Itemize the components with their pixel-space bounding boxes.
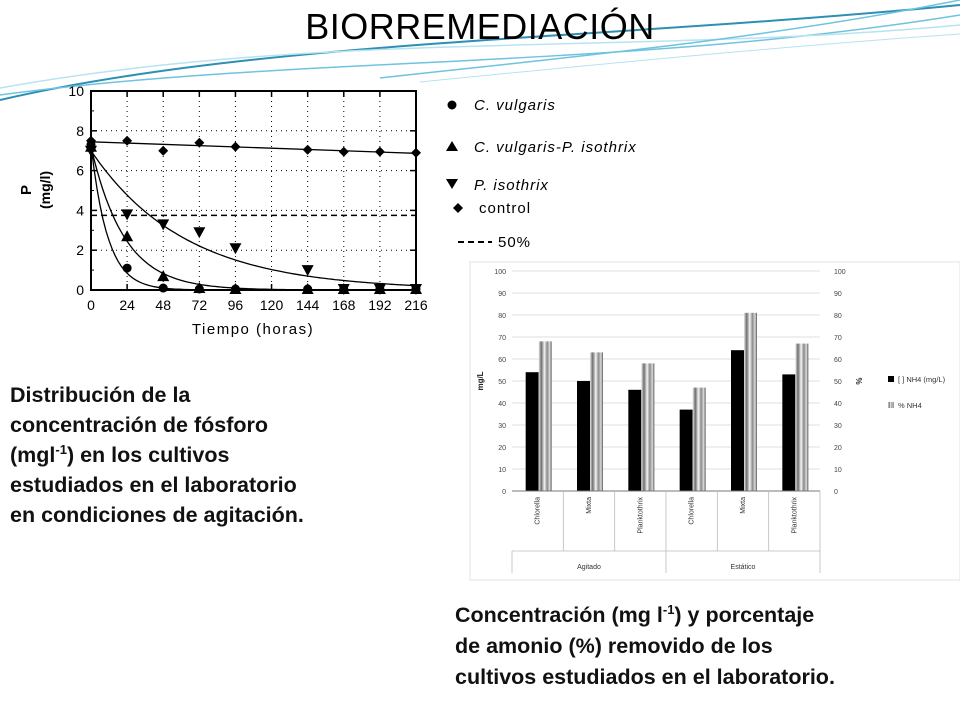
- chart1-ytick-label: 8: [76, 122, 84, 139]
- chart2-ytick-label-left: 10: [498, 467, 506, 474]
- chart2-category-label: Planktothrix: [791, 497, 799, 534]
- chart2-ytick-label-right: 10: [834, 467, 842, 474]
- chart2-ytick-label-left: 30: [498, 423, 506, 430]
- chart1-ytick-label: 10: [68, 83, 84, 99]
- data-point: [158, 146, 168, 156]
- chart1-fit-curve: [91, 142, 416, 154]
- chart2-bar-nh4: [526, 372, 539, 491]
- caption2-line3: cultivos estudiados en el laboratorio.: [455, 665, 835, 689]
- chart1-fit-curve: [91, 145, 416, 290]
- chart2-ytick-label-left: 70: [498, 335, 506, 342]
- chart2-ytick-label-left: 50: [498, 379, 506, 386]
- chart2-bar-pct: [693, 388, 706, 491]
- chart2-ytick-label-right: 70: [834, 335, 842, 342]
- chart2-bar-nh4: [782, 374, 795, 491]
- chart2-bar-pct: [539, 341, 552, 491]
- chart2-bar-pct: [590, 352, 603, 491]
- chart1-ytick-label: 0: [76, 282, 84, 298]
- caption1-line4: estudiados en el laboratorio: [10, 473, 297, 497]
- chart2-ytick-label-right: 80: [834, 313, 842, 320]
- chart1-xtick-label: 144: [295, 297, 320, 313]
- chart1-ytick-label: 4: [76, 202, 84, 219]
- legend-triangle-down-marker: [446, 179, 458, 189]
- chart2-ylabel-left: mg/L: [476, 371, 485, 391]
- chart1-xtick-label: 120: [259, 297, 284, 313]
- chart2-ytick-label-left: 0: [502, 489, 506, 496]
- chart2-category-label: Chlorella: [688, 497, 696, 525]
- caption1-line1: Distribución de la: [10, 383, 191, 407]
- data-point: [339, 147, 349, 157]
- data-point: [375, 147, 385, 157]
- chart2-ytick-label-left: 40: [498, 401, 506, 408]
- data-point: [122, 136, 132, 146]
- chart2-ytick-label-left: 90: [498, 291, 506, 298]
- chart1-xlabel: Tiempo (horas): [191, 321, 315, 338]
- chart2-ytick-label-right: 30: [834, 423, 842, 430]
- chart2-ytick-label-right: 0: [834, 489, 838, 496]
- chart1-ylabel-line2: (mg/l): [37, 170, 53, 210]
- legend-diamond-marker: [453, 203, 463, 213]
- chart1-xtick-label: 0: [87, 297, 95, 313]
- chart1-legend: [446, 97, 637, 251]
- chart1-frame: [91, 91, 416, 290]
- chart2-ytick-label-left: 60: [498, 357, 506, 364]
- chart2-bar-pct: [795, 344, 808, 491]
- chart2-bar-pct: [744, 313, 757, 491]
- legend-circle-marker: [448, 101, 457, 110]
- chart1-fit-curves: [91, 142, 416, 290]
- caption-ammonium: [455, 600, 935, 693]
- chart1-xtick-label: 48: [155, 297, 172, 313]
- chart2-category-label: Planktothrix: [637, 497, 645, 534]
- chart1-xtick-label: 216: [404, 297, 428, 313]
- chart2-group-label: Estático: [730, 564, 756, 571]
- legend-c-vulgaris: C. vulgaris: [474, 97, 556, 114]
- caption-phosphorus: [10, 380, 400, 530]
- legend-fifty: 50%: [498, 234, 532, 251]
- chart2-bar-nh4: [577, 381, 590, 491]
- data-point: [123, 264, 132, 273]
- chart1-xtick-label: 96: [227, 297, 244, 313]
- legend-nh4-swatch: [888, 376, 894, 382]
- caption2-line2: de amonio (%) removido de los: [455, 634, 773, 658]
- caption1-line2: concentración de fósforo: [10, 413, 269, 437]
- chart2-category-label: Mixta: [586, 497, 593, 514]
- chart2-ytick-label-left: 100: [494, 269, 506, 276]
- legend-p-isothrix: P. isothrix: [474, 177, 549, 194]
- legend-pct-swatch: [888, 402, 894, 408]
- chart1-ytick-label: 2: [76, 242, 84, 259]
- chart1-fit-curve: [91, 151, 416, 286]
- chart1-fit-curve: [91, 147, 416, 290]
- chart2-ylabel-right: %: [855, 377, 864, 385]
- chart1-xtick-label: 192: [368, 297, 392, 313]
- chart2-category-label: Mixta: [740, 497, 747, 514]
- chart2-ytick-label-left: 20: [498, 445, 506, 452]
- chart1-xtick-label: 72: [191, 297, 208, 313]
- chart1-ytick-label: 6: [76, 162, 84, 179]
- data-point: [193, 227, 205, 238]
- chart2-bar-nh4: [731, 350, 744, 491]
- chart2-ytick-label-left: 80: [498, 313, 506, 320]
- chart2-ytick-label-right: 40: [834, 401, 842, 408]
- slide-title: BIORREMEDIACIÓN: [305, 6, 655, 47]
- chart2-category-label: Chlorella: [534, 497, 542, 525]
- chart2-bar-pct: [641, 363, 654, 491]
- chart2-ytick-label-right: 50: [834, 379, 842, 386]
- data-point: [302, 265, 314, 276]
- legend-control: control: [479, 200, 532, 217]
- chart1-xtick-label: 168: [332, 297, 356, 313]
- caption2-line1: Concentración (mg $l^{-1}$) y porcentaje: [455, 601, 815, 627]
- chart2-ytick-label-right: 20: [834, 445, 842, 452]
- legend-pct-label: % NH4: [898, 401, 922, 410]
- data-point: [229, 243, 241, 254]
- legend-nh4-label: [ ] NH4 (mg/L): [898, 375, 946, 384]
- chart1-axes: [68, 83, 427, 313]
- chart1-ylabel-line1: P: [18, 184, 35, 196]
- chart1-grid: [91, 91, 416, 290]
- data-point: [303, 145, 313, 155]
- legend-mixta: C. vulgaris-P. isothrix: [474, 139, 637, 156]
- chart2-bar-nh4: [680, 410, 693, 491]
- chart2-bar-nh4: [628, 390, 641, 491]
- legend-triangle-up-marker: [446, 141, 458, 151]
- caption1-line5: en condiciones de agitación.: [10, 503, 304, 527]
- ammonium-chart: [470, 262, 960, 582]
- chart2-ytick-label-right: 60: [834, 357, 842, 364]
- chart1-xtick-label: 24: [119, 297, 135, 313]
- chart2-ytick-label-right: 100: [834, 269, 846, 276]
- data-point: [230, 142, 240, 152]
- chart2-group-label: Agitado: [577, 564, 601, 571]
- chart2-ytick-label-right: 90: [834, 291, 842, 298]
- caption1-line3: (mgl$^{-1}$) en los cultivos: [10, 441, 230, 467]
